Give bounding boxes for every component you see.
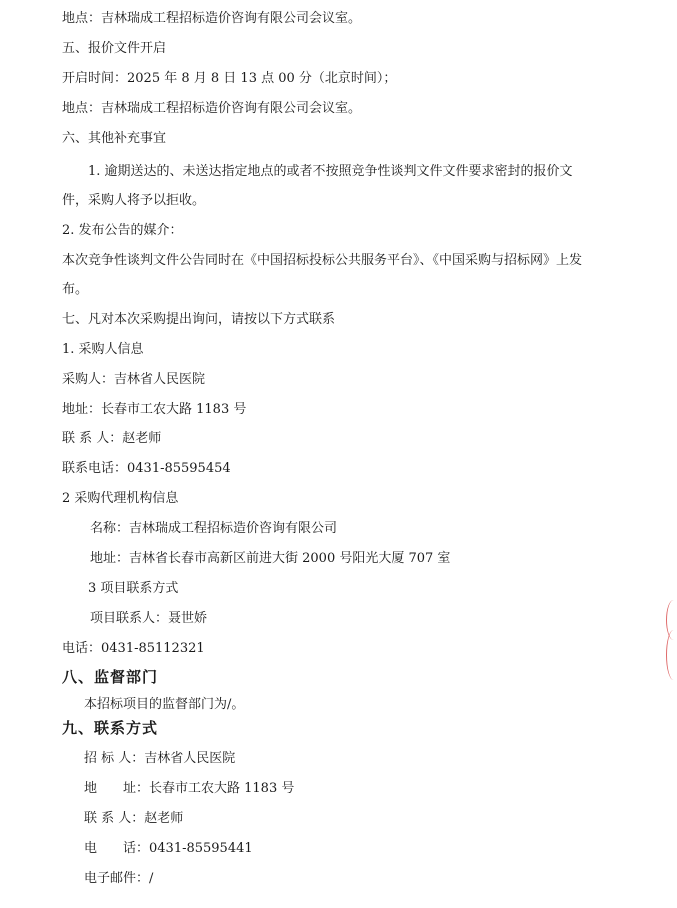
tenderer-address: 地 址：长春市工农大路 1183 号 bbox=[84, 781, 295, 796]
opening-time-line: 开启时间：2025 年 8 月 8 日 13 点 00 分（北京时间）； bbox=[62, 71, 397, 86]
media-statement-cont: 布。 bbox=[62, 282, 89, 297]
purchaser-name: 采购人：吉林省人民医院 bbox=[62, 372, 206, 387]
project-contact-person: 项目联系人：聂世娇 bbox=[90, 611, 208, 626]
supplement-item-1-cont: 件，采购人将予以拒收。 bbox=[62, 193, 206, 208]
section-5-heading: 五、报价文件开启 bbox=[62, 41, 167, 56]
tenderer-contact: 联 系 人：赵老师 bbox=[84, 811, 184, 826]
tenderer-name: 招 标 人：吉林省人民医院 bbox=[84, 751, 236, 766]
agency-address: 地址：吉林省长春市高新区前进大街 2000 号阳光大厦 707 室 bbox=[90, 551, 451, 566]
agency-name: 名称：吉林瑞成工程招标造价咨询有限公司 bbox=[90, 521, 338, 536]
opening-location-line: 地点：吉林瑞成工程招标造价咨询有限公司会议室。 bbox=[62, 101, 362, 116]
meeting-location-line: 地点：吉林瑞成工程招标造价咨询有限公司会议室。 bbox=[62, 11, 362, 26]
purchaser-info-heading: 1. 采购人信息 bbox=[62, 342, 144, 357]
project-contact-heading: 3 项目联系方式 bbox=[88, 581, 179, 596]
red-seal-fragment bbox=[663, 600, 677, 680]
section-6-heading: 六、其他补充事宜 bbox=[62, 131, 167, 146]
supplement-item-1: 1. 逾期送达的、未送达指定地点的或者不按照竞争性谈判文件文件要求密封的报价文 bbox=[88, 164, 573, 179]
supplement-item-2: 2. 发布公告的媒介： bbox=[62, 223, 183, 238]
agency-info-heading: 2 采购代理机构信息 bbox=[62, 491, 179, 506]
section-9-heading: 九、联系方式 bbox=[62, 719, 159, 737]
media-statement: 本次竞争性谈判文件公告同时在《中国招标投标公共服务平台》、《中国采购与招标网》上发 bbox=[62, 253, 583, 268]
tenderer-phone: 电 话：0431-85595441 bbox=[84, 841, 253, 856]
project-contact-phone: 电话：0431-85112321 bbox=[62, 641, 205, 656]
section-8-heading: 八、监督部门 bbox=[62, 668, 159, 686]
purchaser-contact: 联 系 人：赵老师 bbox=[62, 431, 162, 446]
purchaser-phone: 联系电话：0431-85595454 bbox=[62, 461, 231, 476]
purchaser-address: 地址：长春市工农大路 1183 号 bbox=[62, 402, 247, 417]
section-7-heading: 七、凡对本次采购提出询问，请按以下方式联系 bbox=[62, 312, 336, 327]
tenderer-email: 电子邮件：/ bbox=[84, 871, 154, 886]
supervision-statement: 本招标项目的监督部门为/。 bbox=[84, 697, 245, 712]
